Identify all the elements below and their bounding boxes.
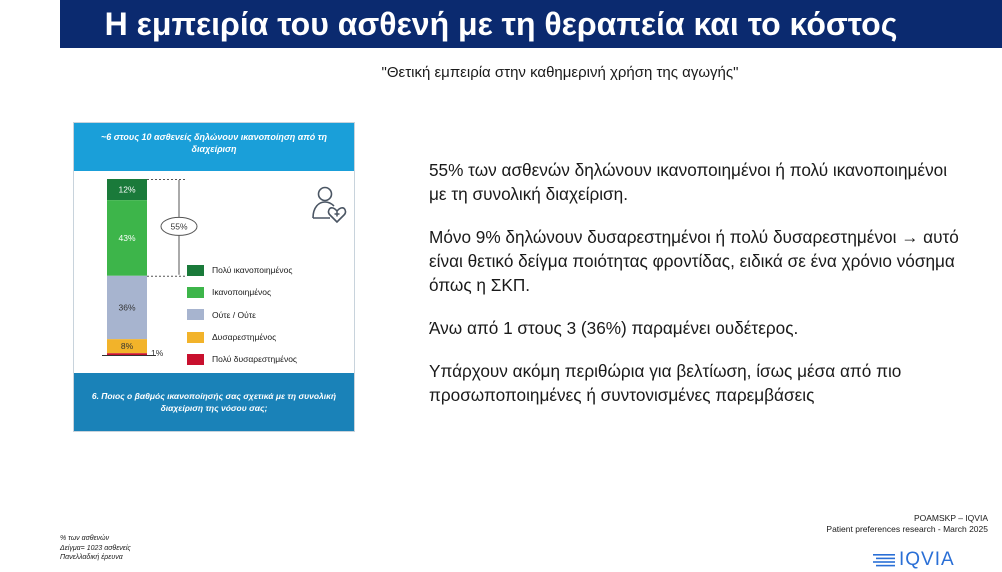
legend-item bbox=[187, 348, 297, 370]
logo-stripes-icon bbox=[873, 553, 895, 567]
bar-data-label: 36% bbox=[118, 302, 136, 313]
footnote-line: Πανελλαδική έρευνα bbox=[60, 554, 123, 561]
key-point: Μόνο 9% δηλώνουν δυσαρεστημένοι ή πολύ δυσαρεστημένοι → αυτό είναι θετικό δείγμα ποιότητας φροντίδας, ειδικά σε ένα χρόνιο νόσημα όπως η ΣΚΠ. bbox=[429, 227, 959, 295]
patient-heart-icon bbox=[310, 185, 348, 225]
page-title: Η εμπειρία του ασθενή με τη θεραπεία και το κόστος bbox=[104, 6, 898, 42]
logo-text: IQVIA bbox=[899, 549, 955, 570]
chart-legend bbox=[187, 259, 297, 370]
footnote-line: % των ασθενών bbox=[60, 535, 110, 542]
key-points bbox=[429, 158, 969, 426]
legend-label: Ικανοποιημένος bbox=[212, 287, 272, 298]
legend-item bbox=[187, 304, 297, 326]
legend-item bbox=[187, 259, 297, 281]
legend-label: Πολύ δυσαρεστημένος bbox=[212, 354, 298, 365]
source-line: Patient preferences research - March 2025 bbox=[826, 524, 988, 534]
key-point: 55% των ασθενών δηλώνουν ικανοποιημένοι ή πολύ ικανοποιημένοι με τη συνολική διαχείριση. bbox=[429, 160, 948, 204]
bar-data-label: 12% bbox=[118, 184, 136, 195]
bracket-label: 55% bbox=[170, 221, 188, 232]
source-note bbox=[826, 513, 988, 535]
footnote-line: Δείγμα= 1023 ασθενείς bbox=[60, 544, 131, 552]
legend-swatch bbox=[187, 287, 204, 298]
legend-swatch bbox=[187, 332, 204, 343]
bar-data-label: 8% bbox=[120, 341, 134, 352]
bar-data-label: 1% bbox=[151, 348, 164, 359]
legend-swatch bbox=[187, 354, 204, 365]
panel-header: ~6 στους 10 ασθενείς δηλώνουν ικανοποίηση από τη διαχείριση bbox=[74, 123, 354, 171]
legend-label: Πολύ ικανοποιημένος bbox=[212, 265, 293, 276]
page-subtitle: "Θετική εμπειρία στην καθημερινή χρήση της αγωγής" bbox=[381, 64, 739, 81]
legend-swatch bbox=[187, 265, 204, 276]
legend-item bbox=[187, 326, 297, 348]
key-point: Άνω από 1 στους 3 (36%) παραμένει ουδέτερος. bbox=[429, 318, 799, 338]
panel-footer-question: 6. Ποιος ο βαθμός ικανοποίησής σας σχετικά με τη συνολική διαχείριση της νόσου σας; bbox=[74, 373, 354, 431]
footnote bbox=[60, 534, 131, 563]
bar-data-label: 43% bbox=[118, 232, 136, 243]
title-bar bbox=[0, 0, 1002, 49]
bar-segment bbox=[107, 353, 147, 355]
legend-swatch bbox=[187, 309, 204, 320]
source-line: POAMSKP – IQVIA bbox=[913, 513, 988, 523]
legend-label: Ούτε / Ούτε bbox=[212, 309, 256, 320]
legend-item bbox=[187, 281, 297, 303]
chart-panel bbox=[73, 122, 355, 432]
key-point: Υπάρχουν ακόμη περιθώρια για βελτίωση, ίσως μέσα από πιο προσωποποιημένες ή συντονισμένες παρεμβάσεις bbox=[429, 361, 902, 405]
legend-label: Δυσαρεστημένος bbox=[212, 332, 277, 343]
iqvia-logo bbox=[873, 550, 955, 570]
